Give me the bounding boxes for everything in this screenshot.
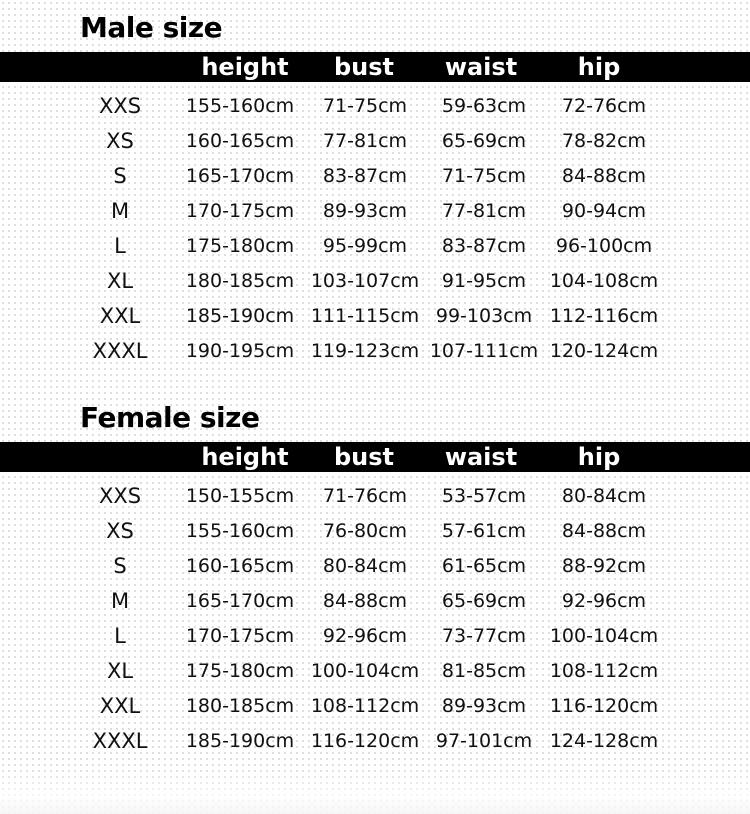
size-label: XXS xyxy=(98,94,142,118)
height-value: 185-190cm xyxy=(185,730,295,752)
height-value: 175-180cm xyxy=(185,660,295,682)
height-value: 185-190cm xyxy=(185,305,295,327)
female-header-bust: bust xyxy=(333,443,395,471)
height-value: 180-185cm xyxy=(185,270,295,292)
waist-value: 83-87cm xyxy=(441,235,527,257)
table-row xyxy=(0,479,750,514)
hip-value: 84-88cm xyxy=(561,165,647,187)
size-label: S xyxy=(113,554,127,578)
size-label: XXL xyxy=(99,304,141,328)
hip-value: 112-116cm xyxy=(549,305,659,327)
female-header-height: height xyxy=(201,443,289,471)
waist-value: 107-111cm xyxy=(429,340,539,362)
table-row xyxy=(0,299,750,334)
hip-value: 84-88cm xyxy=(561,520,647,542)
bottom-fade-decoration xyxy=(0,770,750,814)
height-value: 165-170cm xyxy=(185,590,295,612)
female-size-title: Female size xyxy=(80,401,260,434)
hip-value: 108-112cm xyxy=(549,660,659,682)
hip-value: 104-108cm xyxy=(549,270,659,292)
hip-value: 92-96cm xyxy=(561,590,647,612)
height-value: 160-165cm xyxy=(185,555,295,577)
waist-value: 77-81cm xyxy=(441,200,527,222)
bust-value: 77-81cm xyxy=(322,130,408,152)
height-value: 160-165cm xyxy=(185,130,295,152)
table-row xyxy=(0,724,750,759)
size-label: XXS xyxy=(98,484,142,508)
bust-value: 100-104cm xyxy=(310,660,420,682)
bust-value: 103-107cm xyxy=(310,270,420,292)
bust-value: 92-96cm xyxy=(322,625,408,647)
waist-value: 89-93cm xyxy=(441,695,527,717)
size-label: M xyxy=(110,199,130,223)
bust-value: 76-80cm xyxy=(322,520,408,542)
bust-value: 71-75cm xyxy=(322,95,408,117)
bust-value: 111-115cm xyxy=(310,305,420,327)
male-header-height: height xyxy=(201,53,289,81)
size-label: XL xyxy=(106,269,134,293)
height-value: 155-160cm xyxy=(185,520,295,542)
male-header-bar xyxy=(0,52,750,82)
size-label: M xyxy=(110,589,130,613)
bust-value: 84-88cm xyxy=(322,590,408,612)
height-value: 150-155cm xyxy=(185,485,295,507)
height-value: 155-160cm xyxy=(185,95,295,117)
bust-value: 116-120cm xyxy=(310,730,420,752)
waist-value: 71-75cm xyxy=(441,165,527,187)
height-value: 170-175cm xyxy=(185,625,295,647)
table-row xyxy=(0,654,750,689)
height-value: 170-175cm xyxy=(185,200,295,222)
female-size-section xyxy=(0,402,750,762)
waist-value: 81-85cm xyxy=(441,660,527,682)
hip-value: 120-124cm xyxy=(549,340,659,362)
female-header-hip: hip xyxy=(577,443,621,471)
table-row xyxy=(0,334,750,369)
waist-value: 91-95cm xyxy=(441,270,527,292)
height-value: 190-195cm xyxy=(185,340,295,362)
male-size-title: Male size xyxy=(80,11,223,44)
size-label: XS xyxy=(106,129,134,153)
bust-value: 80-84cm xyxy=(322,555,408,577)
waist-value: 61-65cm xyxy=(441,555,527,577)
table-row xyxy=(0,229,750,264)
hip-value: 88-92cm xyxy=(561,555,647,577)
female-header-bar xyxy=(0,442,750,472)
hip-value: 80-84cm xyxy=(561,485,647,507)
male-header-bust: bust xyxy=(333,53,395,81)
table-row xyxy=(0,89,750,124)
height-value: 180-185cm xyxy=(185,695,295,717)
size-label: L xyxy=(114,624,126,648)
hip-value: 78-82cm xyxy=(561,130,647,152)
waist-value: 99-103cm xyxy=(435,305,533,327)
bust-value: 119-123cm xyxy=(310,340,420,362)
female-header-waist: waist xyxy=(444,443,518,471)
bust-value: 71-76cm xyxy=(322,485,408,507)
male-header-waist: waist xyxy=(444,53,518,81)
hip-value: 72-76cm xyxy=(561,95,647,117)
table-row xyxy=(0,689,750,724)
size-label: XXXL xyxy=(92,729,148,753)
table-row xyxy=(0,619,750,654)
size-label: XS xyxy=(106,519,134,543)
hip-value: 96-100cm xyxy=(555,235,653,257)
height-value: 165-170cm xyxy=(185,165,295,187)
bust-value: 108-112cm xyxy=(310,695,420,717)
size-label: XXXL xyxy=(92,339,148,363)
size-label: L xyxy=(114,234,126,258)
hip-value: 90-94cm xyxy=(561,200,647,222)
waist-value: 59-63cm xyxy=(441,95,527,117)
bust-value: 83-87cm xyxy=(322,165,408,187)
table-row xyxy=(0,584,750,619)
waist-value: 65-69cm xyxy=(441,130,527,152)
hip-value: 124-128cm xyxy=(549,730,659,752)
male-size-section xyxy=(0,12,750,372)
size-label: S xyxy=(113,164,127,188)
bust-value: 89-93cm xyxy=(322,200,408,222)
height-value: 175-180cm xyxy=(185,235,295,257)
table-row xyxy=(0,514,750,549)
table-row xyxy=(0,124,750,159)
table-row xyxy=(0,549,750,584)
waist-value: 57-61cm xyxy=(441,520,527,542)
waist-value: 53-57cm xyxy=(441,485,527,507)
waist-value: 97-101cm xyxy=(435,730,533,752)
size-label: XL xyxy=(106,659,134,683)
table-row xyxy=(0,194,750,229)
bust-value: 95-99cm xyxy=(322,235,408,257)
waist-value: 65-69cm xyxy=(441,590,527,612)
hip-value: 116-120cm xyxy=(549,695,659,717)
table-row xyxy=(0,159,750,194)
male-header-hip: hip xyxy=(577,53,621,81)
hip-value: 100-104cm xyxy=(549,625,659,647)
table-row xyxy=(0,264,750,299)
size-label: XXL xyxy=(99,694,141,718)
waist-value: 73-77cm xyxy=(441,625,527,647)
